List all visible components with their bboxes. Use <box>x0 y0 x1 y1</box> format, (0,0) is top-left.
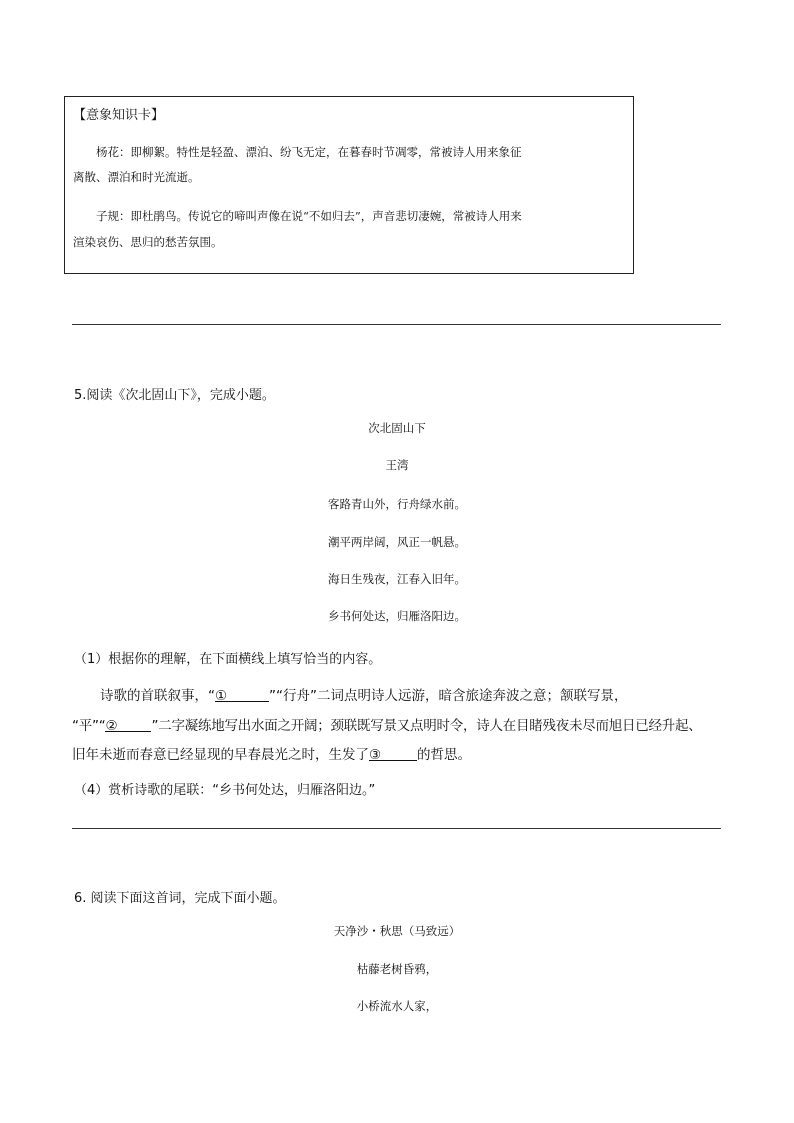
fill-text: ”“行舟”二词点明诗人远游，暗含旅途奔波之意；颔联写景， <box>269 688 628 704</box>
poem-title: 天净沙・秋思（马致远） <box>333 924 461 938</box>
knowledge-card-line: 离散、漂泊和时光流逝。 <box>73 170 200 184</box>
fill-line-3 <box>72 743 471 763</box>
answer-blank-1[interactable] <box>215 688 269 702</box>
answer-blank-2[interactable] <box>105 718 151 732</box>
poem-line: 乡书何处达，归雁洛阳边。 <box>328 609 466 623</box>
knowledge-card-line: 子规：即杜鹃鸟。传说它的啼叫声像在说“不如归去”，声音悲切凄婉，常被诗人用来 <box>73 209 522 223</box>
fill-text: 诗歌的首联叙事，“ <box>100 688 215 704</box>
blank-number: ③ <box>369 747 382 763</box>
knowledge-card <box>64 96 634 274</box>
knowledge-card-line: 杨花：即柳絮。特性是轻盈、漂泊、纷飞无定，在暮春时节凋零，常被诗人用来象征 <box>73 145 522 159</box>
poem-line: 枯藤老树昏鸦， <box>356 962 438 976</box>
fill-text: 旧年未逝而春意已经显现的早春晨光之时，生发了 <box>72 747 369 763</box>
poem-line: 客路青山外，行舟绿水前。 <box>328 497 466 511</box>
sub-question-4: （4）赏析诗歌的尾联：“乡书何处达，归雁洛阳边。” <box>74 783 376 798</box>
answer-blank-3[interactable] <box>369 747 417 761</box>
sub-question-1: （1）根据你的理解，在下面横线上填写恰当的内容。 <box>74 652 382 667</box>
poem-line: 潮平两岸阔，风正一帆悬。 <box>328 535 466 549</box>
blank-number: ① <box>215 688 228 704</box>
poem-line: 海日生残夜，江春入旧年。 <box>328 572 466 586</box>
fill-text: 的哲思。 <box>417 747 471 763</box>
section-divider <box>72 828 721 829</box>
question-5-heading: 5.阅读《次北固山下》，完成小题。 <box>74 388 275 403</box>
blank-number: ② <box>105 718 118 734</box>
section-divider <box>72 324 721 325</box>
fill-text: “平”“ <box>72 718 106 734</box>
poem-line: 小桥流水人家， <box>356 999 438 1013</box>
poem-title: 次北固山下 <box>368 421 426 435</box>
poem-author: 王湾 <box>385 458 409 472</box>
knowledge-card-title: 【意象知识卡】 <box>73 108 165 123</box>
fill-line-2 <box>72 714 701 734</box>
question-6-heading: 6. 阅读下面这首词，完成下面小题。 <box>74 891 286 906</box>
knowledge-card-line: 渲染哀伤、思归的愁苦氛围。 <box>73 235 223 249</box>
fill-line-1 <box>100 684 627 704</box>
fill-text: ”二字凝练地写出水面之开阔；颈联既写景又点明时令，诗人在目睹残夜未尽而旭日已经升起、 <box>151 718 702 734</box>
